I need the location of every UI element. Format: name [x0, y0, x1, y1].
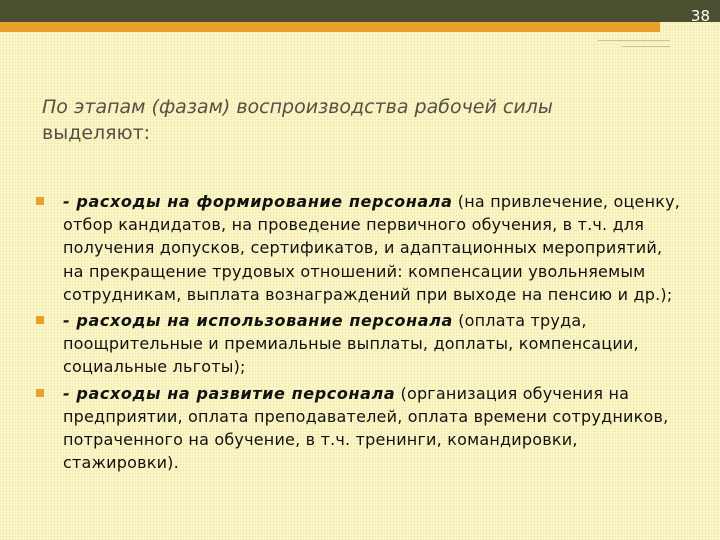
title-rest: выделяют:	[42, 122, 151, 144]
slide-number: 38	[690, 7, 710, 25]
list-item	[36, 382, 686, 475]
bullet-square-icon	[36, 197, 44, 205]
item-text: (на привлечение, оценку, отбор кандидатов, на проведение первичного обучения, в т.ч. для получения допусков, сертификатов, и адаптационных мероприятий, на прекращение трудовых отношений: компенсации увольняемым сотрудникам, выплата вознаграждений при выходе на пенсию и др.);	[63, 192, 681, 304]
accent-stripe	[0, 22, 660, 32]
decor-line	[622, 46, 670, 47]
item-text: (организация обучения на предприятии, оплата преподавателей, оплата времени сотрудников, потраченного на обучение, в т.ч. тренинги, командировки, стажировки).	[63, 383, 669, 473]
slide-title	[42, 94, 682, 146]
list-item	[36, 190, 686, 306]
list-item	[36, 309, 686, 379]
item-text: (оплата труда, поощрительные и премиальные выплаты, доплаты, компенсации, социальные льготы);	[63, 311, 639, 377]
bullet-square-icon	[36, 389, 44, 397]
item-lead: - расходы на формирование персонала	[63, 192, 453, 211]
decor-line	[598, 40, 670, 41]
item-lead: - расходы на использование персонала	[63, 311, 453, 331]
top-header-bar	[0, 0, 720, 22]
bullet-list	[36, 190, 686, 477]
title-italic: По этапам (фазам) воспроизводства рабочей силы	[42, 96, 553, 118]
item-lead: - расходы на развитие персонала	[63, 383, 396, 403]
bullet-square-icon	[36, 316, 44, 324]
